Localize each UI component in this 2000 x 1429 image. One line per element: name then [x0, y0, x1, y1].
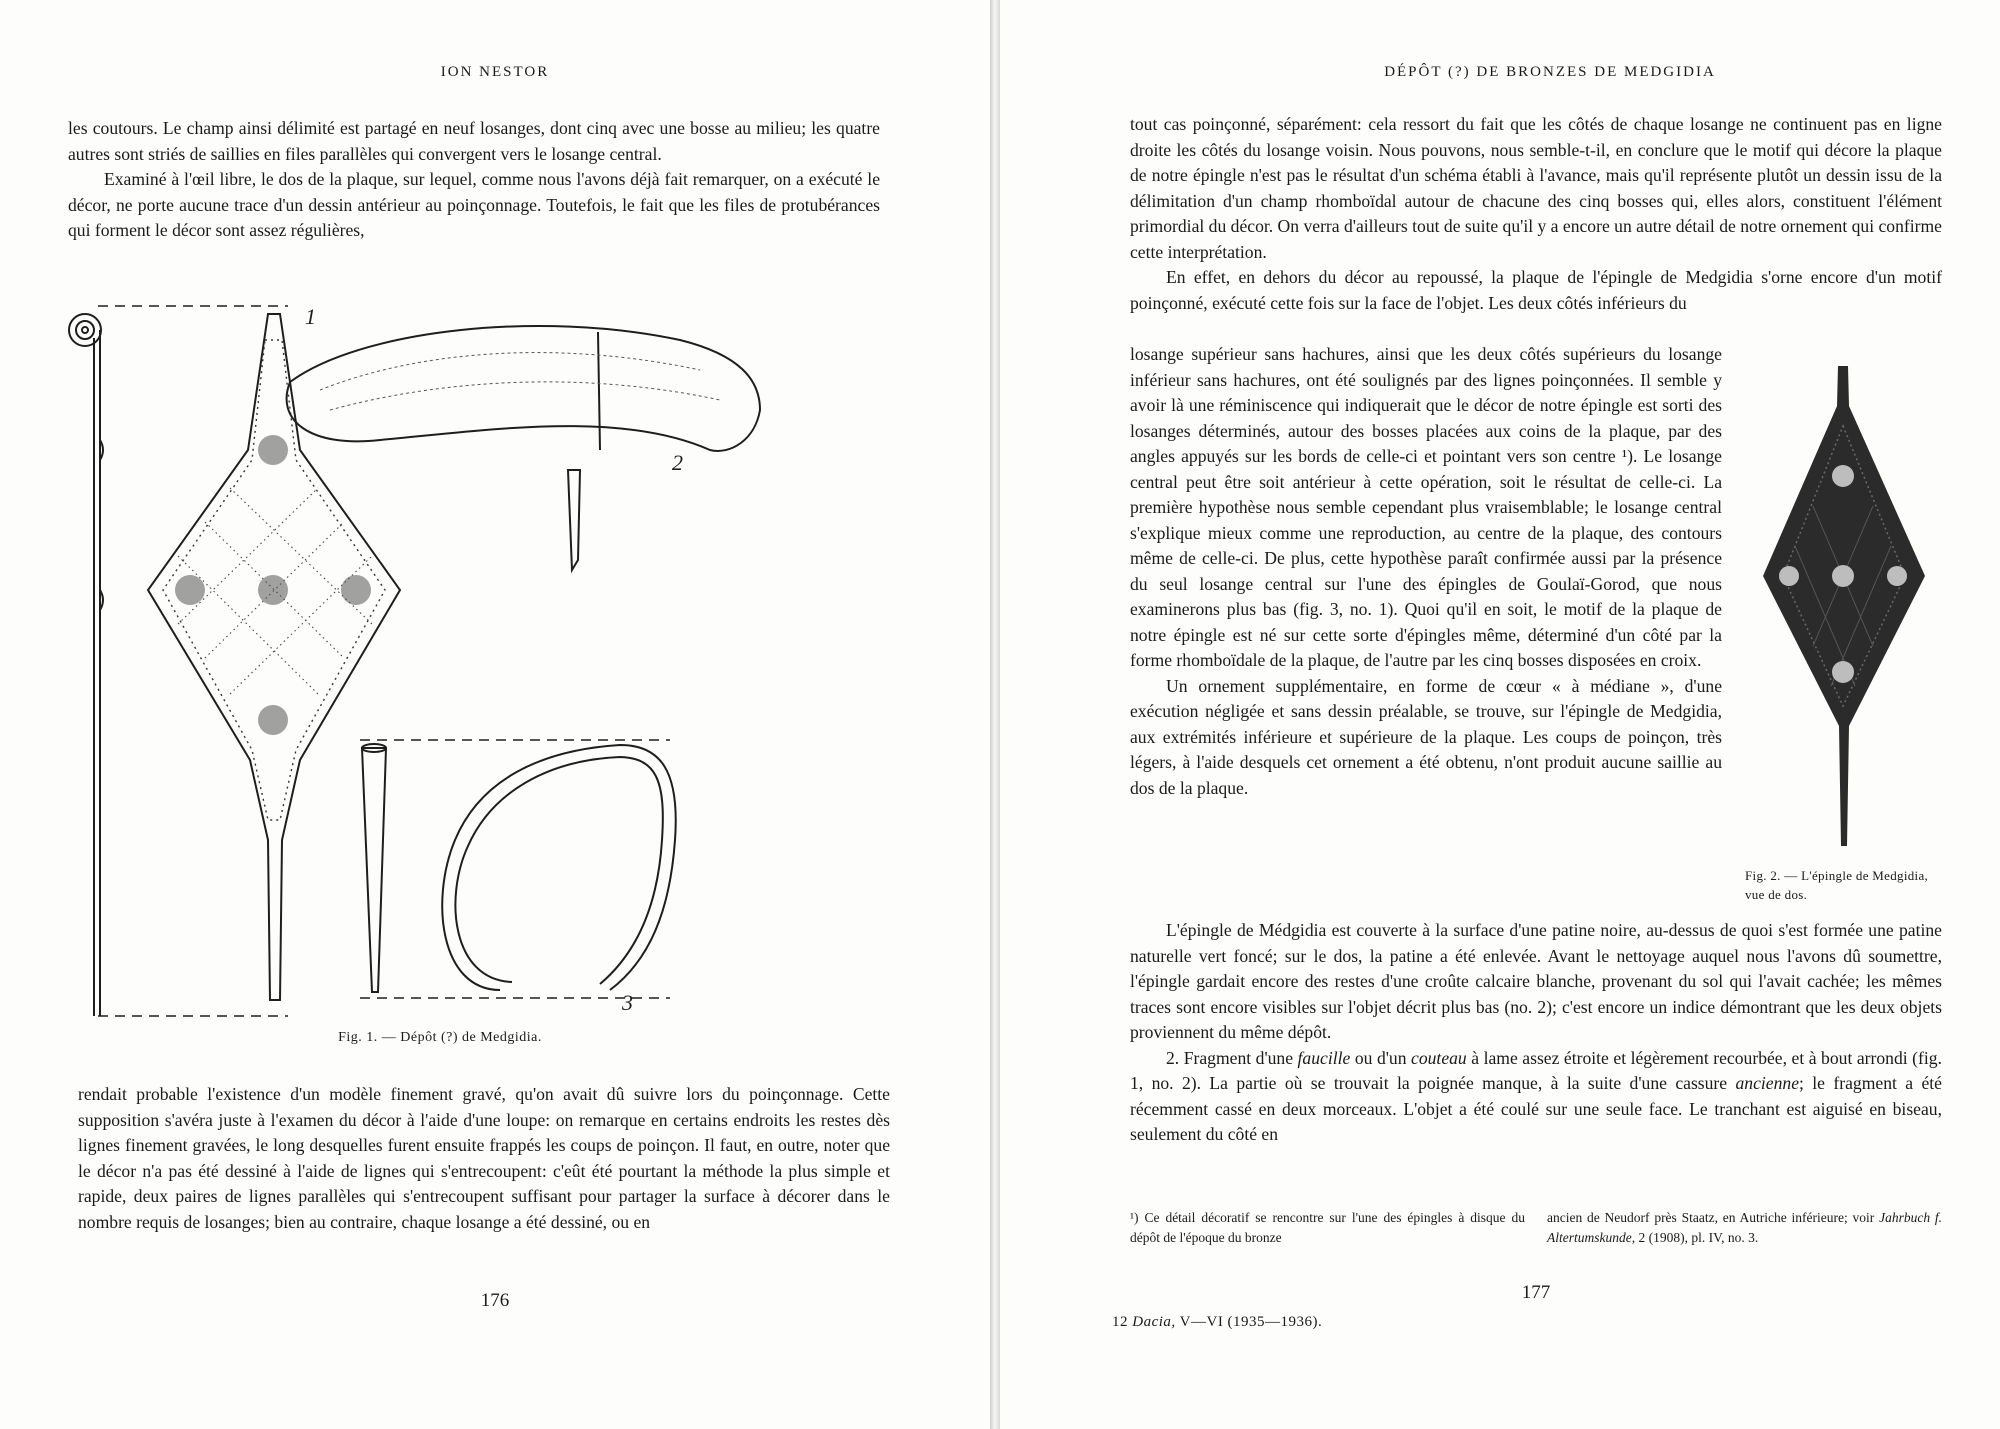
- left-bottom-text: [78, 1082, 890, 1235]
- sickle-fragment-drawing: [287, 326, 760, 570]
- running-head-right: DÉPÔT (?) DE BRONZES DE MEDGIDIA: [1384, 64, 1716, 80]
- figure-label-1: 1: [305, 304, 316, 329]
- page-number-left: 176: [480, 1290, 510, 1311]
- running-head-left: ION NESTOR: [440, 64, 550, 80]
- right-page: [1000, 0, 2000, 1429]
- footnote-col-1: ¹) Ce détail décoratif se rencontre sur l'une des épingles à disque du dépôt de l'époque du bronze: [1130, 1210, 1525, 1245]
- footnote-col-2: ancien de Neudorf près Staatz, en Autriche inférieure; voir Jahrbuch f. Altertumskunde, 2 (1908), pl. IV, no. 3.: [1547, 1210, 1942, 1245]
- right-narrow-text: [1130, 342, 1722, 801]
- paragraph: Un ornement supplémentaire, en forme de cœur « à médiane », d'une exécution négligée et sans dessin préalable, se trouve, sur l'épingle de Medgidia, aux extrémités inférieure et supérieure de la plaque. Les coups de poinçon, très légers, à l'aide desquels cet ornement a été obtenu, n'ont produit aucune saillie au dos de la plaque.: [1130, 675, 1722, 798]
- left-page: [0, 0, 990, 1429]
- bracelet-drawing: [360, 740, 676, 1015]
- figure-1-caption: Fig. 1. — Dépôt (?) de Medgidia.: [338, 1030, 542, 1045]
- paragraph: L'épingle de Médgidia est couverte à la surface d'une patine noire, au-dessus de quoi s'est formée une patine naturelle vert foncé; sur le dos, la patine a été enlevée. Avant le nettoyage auquel nous l'avons dû soumettre, l'épingle gardait encore des restes d'une croûte calcaire blanche, provenant du sol qui l'avait cachée; les mêmes traces sont encore visibles sur l'objet décrit plus bas (no. 2); c'est encore un indice démontrant que les deux objets proviennent du même dépôt.: [1130, 920, 1942, 1042]
- figure-label-3: 3: [622, 990, 633, 1015]
- imprint-line: 12 Dacia, V—VI (1935—1936).: [1112, 1314, 1323, 1330]
- left-top-text: [68, 116, 880, 244]
- paragraph: Examiné à l'œil libre, le dos de la plaque, sur lequel, comme nous l'avons déjà fait remarquer, on a exécuté le décor, ne porte aucune trace d'un dessin antérieur au poinçonnage. Toutefois, le fait que les files de protubérances qui forment le décor sont assez régulières,: [68, 169, 880, 240]
- paragraph: 2. Fragment d'une faucille ou d'un couteau à lame assez étroite et légèrement recourbée, et à bout arrondi (fig. 1, no. 2). La partie où se trouvait la poignée manque, à la suite d'une cassure ancienne; le fragment a été récemment cassé en deux morceaux. L'objet a été coulé sur une seule face. Le tranchant est aiguisé en biseau, seulement du côté en: [1130, 1047, 1942, 1144]
- figure-label-2: 2: [672, 450, 683, 475]
- paragraph: losange supérieur sans hachures, ainsi que les deux côtés supérieurs du losange inférieur sans hachures, ont été soulignés par des lignes poinçonnées. Il semble y avoir là une réminiscence qui indiquerait que le décor de notre épingle est sorti des losanges déterminés, autour des bosses placées aux coins de la plaque, par des angles appuyés sur les bords de celle-ci et pointant vers son centre ¹). Le losange central peut être soit antérieur à cette opération, soit le résultat de celle-ci. La première hypothèse nous semble cependant plus vraisemblable; le losange central s'explique mieux comme une reproduction, au centre de la plaque, des contours même de celle-ci. De plus, cette hypothèse paraît confirmée aussi par la présence du seul losange central sur l'une des épingles de Goulaï-Gorod, que nous examinerons plus bas (fig. 3, no. 1). Quoi qu'il en soit, le motif de la plaque de notre épingle est né sur cette sorte d'épingles même, déterminé d'un côté par la forme rhomboïdale de la plaque, de l'autre par les cinq bosses disposées en croix.: [1130, 344, 1722, 670]
- paragraph: les coutours. Le champ ainsi délimité est partagé en neuf losanges, dont cinq avec une bosse au milieu; les quatre autres sont striés de saillies en files parallèles qui convergent vers le losange central.: [68, 118, 880, 164]
- book-gutter: [990, 0, 1000, 1429]
- paragraph: En effet, en dehors du décor au repoussé, la plaque de l'épingle de Medgidia s'orne encore d'un motif poinçonné, exécuté cette fois sur la face de l'objet. Les deux côtés inférieurs du: [1130, 267, 1942, 313]
- figure-1-drawing: [60, 300, 900, 1030]
- right-bottom-text: [1130, 918, 1942, 1148]
- pin-drawing: [69, 304, 400, 1016]
- right-top-text: [1130, 112, 1942, 316]
- page-number-right: 177: [1521, 1282, 1551, 1303]
- figure-2-photo: [1745, 366, 1945, 856]
- paragraph: rendait probable l'existence d'un modèle finement gravé, qu'on avait dû suivre lors du poinçonnage. Cette supposition s'avéra juste à l'examen du décor à l'aide d'une loupe: on remarque en certains endroits les restes dès lignes finement gravées, le long desquelles furent ensuite frappés les coups de poinçon. Il faut, en outre, noter que le décor n'a pas été dessiné à l'aide de lignes qui s'entrecoupent: c'eût été pourtant la méthode la plus simple et rapide, deux paires de lignes parallèles qui s'entrecoupent suffisant pour partager la surface à décorer dans le nombre requis de losanges; bien au contraire, chaque losange a été dessiné, ou en: [78, 1084, 890, 1232]
- paragraph: tout cas poinçonné, séparément: cela ressort du fait que les côtés de chaque losange ne continuent pas en ligne droite les côtés du losange voisin. Nous pouvons, nous semble-t-il, en conclure que le motif qui décore la plaque de notre épingle n'est pas le résultat d'un schéma établi à l'avance, mais qu'il représente plutôt un dessin issu de la délimitation d'un champ rhomboïdal autour de chacune des cinq bosses qui, elles alors, constituent l'élément primordial du décor. On verra d'ailleurs tout de suite qu'il y a encore un autre détail de notre ornement qui confirme cette interprétation.: [1130, 114, 1942, 262]
- figure-2-caption: Fig. 2. — L'épingle de Medgidia, vue de dos.: [1745, 868, 1929, 902]
